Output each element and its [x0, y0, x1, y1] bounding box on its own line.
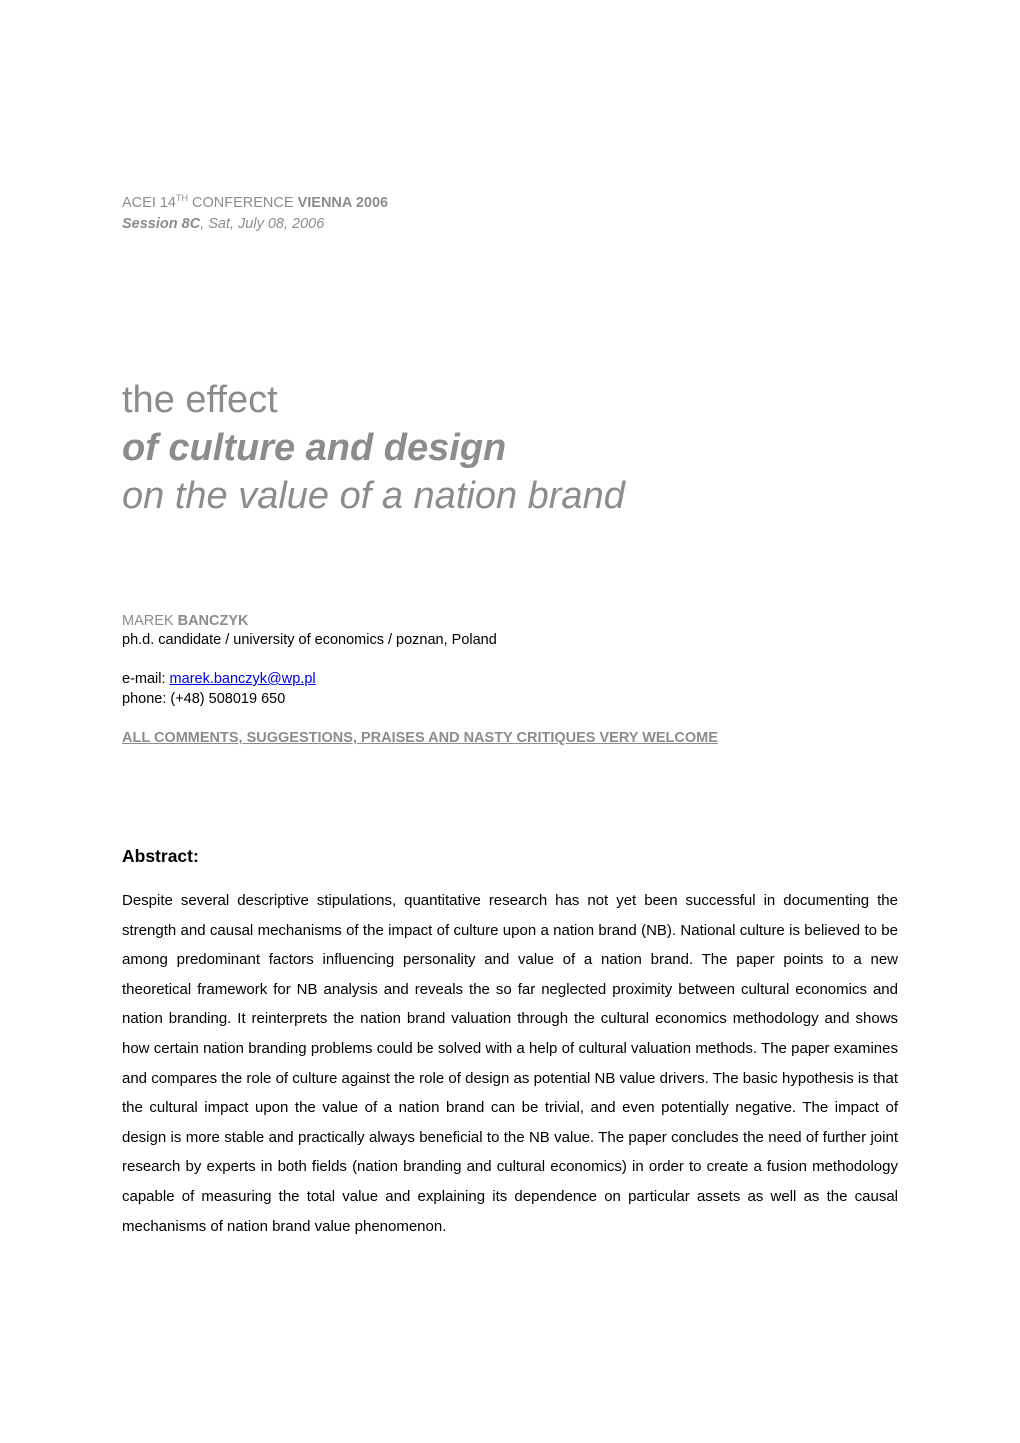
conference-header — [122, 194, 822, 234]
conference-title — [122, 194, 822, 213]
comments-welcome-note: ALL COMMENTS, SUGGESTIONS, PRAISES AND NASTY CRITIQUES VERY WELCOME — [122, 730, 718, 746]
author-affiliation: ph.d. candidate / university of economics / poznan, Poland — [122, 632, 497, 648]
conference-label: CONFERENCE — [188, 195, 298, 211]
session-date: , Sat, July 08, 2006 — [200, 216, 325, 232]
paper-title — [122, 376, 922, 520]
conference-city-year: VIENNA 2006 — [297, 195, 389, 211]
contact-info — [122, 669, 922, 709]
conference-prefix: ACEI 14 — [122, 195, 176, 211]
title-line-3: on the value of a nation brand — [122, 475, 625, 517]
email-line — [122, 669, 922, 689]
author-first-name: MAREK — [122, 613, 178, 629]
author-info — [122, 612, 922, 748]
author-last-name: BANCZYK — [177, 613, 249, 629]
title-line-2: of culture and design — [122, 427, 507, 469]
email-label: e-mail: — [122, 671, 170, 687]
title-line-1: the effect — [122, 379, 278, 421]
session-line — [122, 215, 822, 234]
conference-superscript: TH — [176, 193, 188, 203]
phone-line: phone: (+48) 508019 650 — [122, 691, 286, 707]
session-id: Session 8C — [122, 216, 201, 232]
abstract-heading: Abstract: — [122, 846, 199, 866]
abstract-body: Despite several descriptive stipulations, quantitative research has not yet been successful in documenting the strength and causal mechanisms of the impact of culture upon a nation brand (NB). National culture is believed to be among predominant factors influencing personality and value of a nation brand. The paper points to a new theoretical framework for NB analysis and reveals the so far neglected proximity between cultural economics and nation branding. It reinterprets the nation brand valuation through the cultural economics methodology and shows how certain nation branding problems could be solved with a help of cultural valuation methods. The paper examines and compares the role of culture against the role of design as potential NB value drivers. The basic hypothesis is that the cultural impact upon the value of a nation brand can be trivial, and even potentially negative. The impact of design is more stable and practically always beneficial to the NB value. The paper concludes the need of further joint research by experts in both fields (nation branding and cultural economics) in order to create a fusion methodology capable of measuring the total value and explaining its dependence on particular assets as well as the causal mechanisms of nation brand value phenomenon. — [122, 892, 898, 1235]
author-name — [122, 612, 922, 630]
email-link[interactable]: marek.banczyk@wp.pl — [169, 671, 316, 687]
